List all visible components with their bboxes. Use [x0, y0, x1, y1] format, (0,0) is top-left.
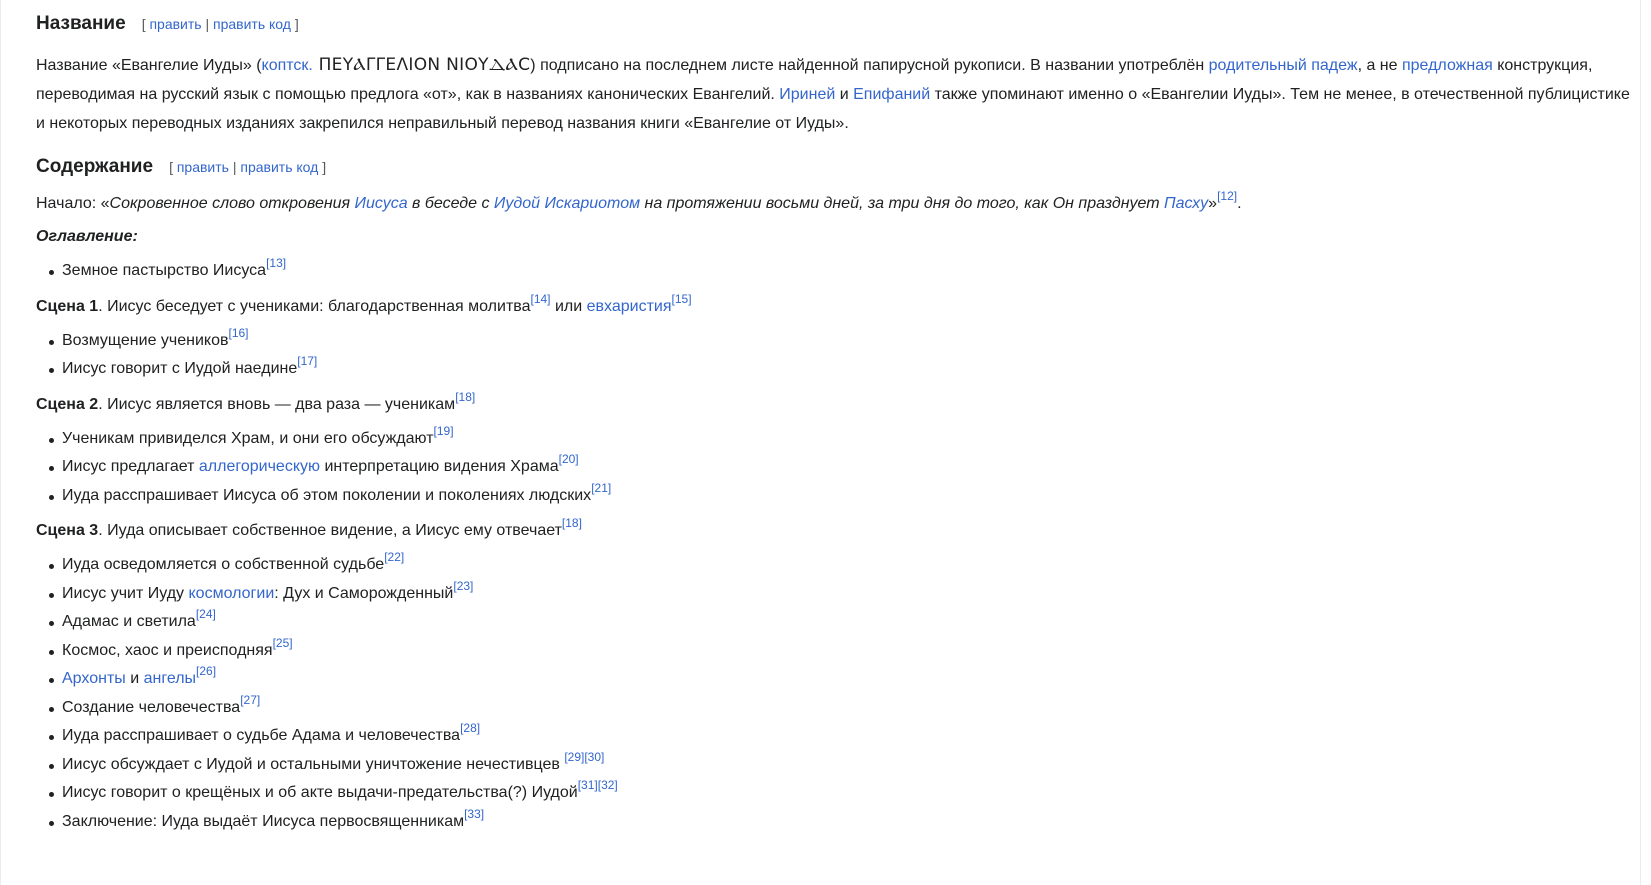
toc-label: Оглавление: — [36, 228, 138, 245]
judas-link[interactable]: Иудой Искариотом — [493, 195, 641, 212]
coptic-title: ΠΕΥⲀΓΓΕΛΙΟΝ ΝΙΟΥⲆⲀC — [312, 55, 531, 75]
ref-link[interactable]: [28] — [460, 721, 481, 736]
allegorical-link[interactable]: аллегорическую — [198, 458, 321, 475]
left-border — [0, 0, 1, 885]
epiphanius-link[interactable]: Епифаний — [853, 86, 931, 103]
edit-code-link[interactable]: править код — [240, 159, 319, 175]
ref-link[interactable]: [15] — [671, 291, 692, 306]
edit-section-links: [ править | править код ] — [141, 16, 299, 32]
toc-list-3 — [36, 551, 1636, 836]
archons-link[interactable]: Архонты — [62, 670, 126, 687]
ref-link[interactable]: [14] — [530, 291, 551, 306]
list-item: Адамас и светила[24] — [62, 608, 1636, 637]
irenaeus-link[interactable]: Ириней — [779, 86, 836, 103]
list-item: Возмущение учеников[16] — [62, 327, 1636, 356]
list-item: Иуда расспрашивает о судьбе Адама и человечества[28] — [62, 722, 1636, 751]
list-item: Иуда осведомляется о собственной судьбе[22] — [62, 551, 1636, 580]
list-item: Иисус говорит о крещёных и об акте выдачи-предательства(?) Иудой[31][32] — [62, 779, 1636, 808]
ref-link[interactable]: [33] — [464, 806, 485, 821]
right-border — [1640, 0, 1641, 885]
cosmology-link[interactable]: космологии — [188, 584, 275, 602]
list-item: Иисус обсуждает с Иудой и остальными уничтожение нечестивцев [29][30] — [62, 751, 1636, 780]
ref-link[interactable]: [12] — [1217, 189, 1238, 204]
list-item: Иисус говорит с Иудой наедине[17] — [62, 355, 1636, 384]
ref-link[interactable]: [23] — [453, 578, 474, 593]
ref-link[interactable]: [20] — [558, 452, 579, 467]
toc-list-1 — [36, 327, 1636, 384]
scene-2: Сцена 2. Иисус является вновь — два раза — ученикам[18] — [36, 389, 476, 413]
list-item: Земное пастырство Иисуса[13] — [62, 257, 1636, 286]
ref-link[interactable]: [16] — [228, 325, 249, 340]
ref-link[interactable]: [19] — [433, 423, 454, 438]
toc-list-0 — [36, 257, 1636, 286]
ref-link[interactable]: [18] — [561, 516, 582, 531]
pascha-link[interactable]: Пасху — [1164, 195, 1209, 212]
list-item: Иисус предлагает аллегорическую интерпретацию видения Храма[20] — [62, 453, 1636, 482]
section-title: Название — [36, 13, 126, 34]
list-item: Космос, хаос и преисподняя[25] — [62, 637, 1636, 666]
ref-link[interactable]: [18] — [455, 389, 476, 404]
edit-link[interactable]: править — [176, 159, 229, 175]
list-item: Заключение: Иуда выдаёт Иисуса первосвященникам[33] — [62, 808, 1636, 837]
intro-paragraph: Начало: «Сокровенное слово откровения Иисуса в беседе с Иудой Искариотом на протяжении восьми дней, за три дня до того, как Он празднует Пасху»[12]. — [36, 189, 1242, 212]
eucharist-link[interactable]: евхаристия — [586, 297, 672, 315]
list-item: Иуда расспрашивает Иисуса об этом поколении и поколениях людских[21] — [62, 482, 1636, 511]
section-heading-content — [36, 153, 1636, 181]
ref-link[interactable]: [26] — [196, 664, 217, 679]
ref-link[interactable]: [30] — [584, 749, 605, 764]
article-content — [36, 10, 1636, 836]
list-item: Ученикам привиделся Храм, и они его обсуждают[19] — [62, 425, 1636, 454]
ref-link[interactable]: [13] — [266, 256, 287, 271]
ref-link[interactable]: [25] — [272, 635, 293, 650]
scene-3: Сцена 3. Иуда описывает собственное видение, а Иисус ему отвечает[18] — [36, 516, 582, 539]
ref-link[interactable]: [32] — [597, 778, 618, 793]
prepositional-link[interactable]: предложная — [1401, 57, 1493, 74]
ref-link[interactable]: [29] — [564, 749, 585, 764]
angels-link[interactable]: ангелы — [143, 670, 197, 687]
genitive-link[interactable]: родительный падеж — [1208, 57, 1358, 74]
ref-link[interactable]: [27] — [240, 692, 261, 707]
jesus-link[interactable]: Иисуса — [354, 195, 408, 212]
edit-link[interactable]: править — [149, 16, 202, 32]
list-item: Архонты и ангелы[26] — [62, 665, 1636, 694]
edit-section-links: [ править | править код ] — [169, 159, 327, 175]
ref-link[interactable]: [21] — [591, 480, 612, 495]
ref-link[interactable]: [24] — [195, 607, 216, 622]
edit-code-link[interactable]: править код — [213, 16, 291, 32]
list-item: Иисус учит Иуду космологии: Дух и Саморожденный[23] — [62, 580, 1636, 609]
name-paragraph: Название «Евангелие Иуды» (коптск. ΠΕΥⲀΓΓΕΛΙΟΝ ΝΙΟΥⲆⲀC) подписано на последнем листе найденной папирусной рукописи. В названии употреблён родительный падеж, а не предложная конструкция, переводимая на русский язык с помощью предлога «от», как в названиях канонических Евангелий. Ириней и Епифаний также упоминают именно о «Евангелии Иуды». Тем не менее, в отечественной публицистике и некоторых переводных изданиях закрепился неправильный перевод названия книги «Евангелие от Иуды». — [36, 55, 1630, 132]
section-title: Содержание — [36, 156, 154, 177]
list-item: Создание человечества[27] — [62, 694, 1636, 723]
ref-link[interactable]: [31] — [577, 778, 598, 793]
toc-list-2 — [36, 425, 1636, 511]
scene-1: Сцена 1. Иисус беседует с учениками: благодарственная молитва[14] или евхаристия[15] — [36, 291, 692, 315]
ref-link[interactable]: [22] — [384, 550, 405, 565]
coptic-link[interactable]: коптск. — [261, 57, 313, 74]
section-heading-name — [36, 10, 1636, 38]
ref-link[interactable]: [17] — [297, 354, 318, 369]
